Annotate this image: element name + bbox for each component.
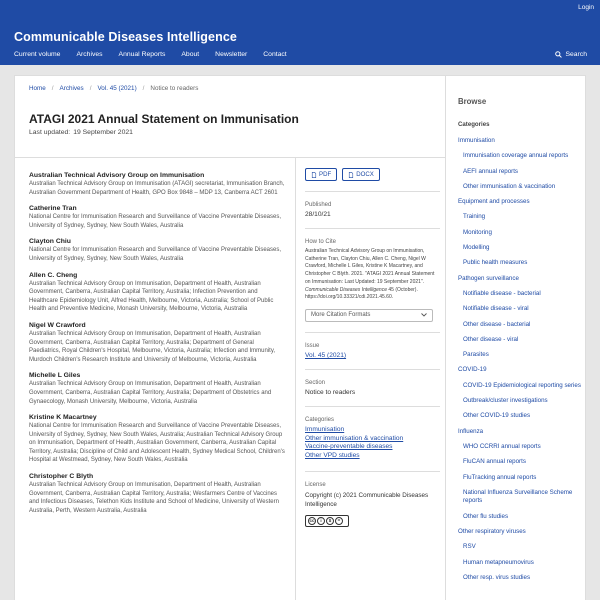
sidebar-subcategory-link[interactable]: Notifiable disease - viral xyxy=(463,305,529,313)
sidebar-subcategory-link[interactable]: AEFI annual reports xyxy=(463,167,519,175)
sidebar-subcategory-link[interactable]: COVID-19 Epidemiological reporting series xyxy=(463,381,581,389)
article-panel xyxy=(14,75,446,600)
site-title[interactable]: Communicable Diseases Intelligence xyxy=(14,30,237,44)
sidebar-subcategory-link[interactable]: Training xyxy=(463,213,486,221)
pdf-label: PDF xyxy=(319,171,332,178)
column-divider xyxy=(295,157,296,600)
search-link[interactable] xyxy=(555,51,587,58)
cc-icon: cc xyxy=(309,518,315,524)
author-item xyxy=(29,171,285,197)
published-block xyxy=(305,191,440,218)
author-affiliation: Australian Technical Advisory Group on Immunisation (ATAGI) secretariat, Immunisation Branch, Australian Government Department of Health, GPO Box 9848 – MDP 13, Canberra ACT 2601 xyxy=(29,181,285,196)
article-details xyxy=(305,168,440,527)
nd-icon: = xyxy=(335,517,343,525)
last-updated xyxy=(29,129,133,136)
author-item xyxy=(29,371,285,406)
category-link[interactable]: Immunisation xyxy=(305,425,345,433)
sidebar-subcategory-link[interactable]: Human metapneumovirus xyxy=(463,558,534,566)
sidebar-categories-label: Categories xyxy=(458,121,490,128)
sidebar-subcategory-link[interactable]: Other disease - bacterial xyxy=(463,320,531,328)
sidebar-subcategory-link[interactable]: Modelling xyxy=(463,244,490,252)
sidebar-subcategory-link[interactable]: Monitoring xyxy=(463,228,492,236)
sidebar-subcategory-link[interactable]: FluCAN annual reports xyxy=(463,458,526,466)
sidebar-subcategory-link[interactable]: Other flu studies xyxy=(463,512,509,520)
file-icon xyxy=(348,172,354,178)
chevron-down-icon xyxy=(421,313,427,317)
divider xyxy=(15,157,445,158)
author-name: Michelle L Giles xyxy=(29,372,81,380)
category-link[interactable]: Other VPD studies xyxy=(305,452,360,460)
issue-link[interactable]: Vol. 45 (2021) xyxy=(305,351,347,359)
sidebar-subcategory-link[interactable]: WHO CCRRI annual reports xyxy=(463,442,541,450)
main-nav xyxy=(14,51,303,58)
breadcrumb: Home / Archives / Vol. 45 (2021) / Notice to readers xyxy=(29,85,199,92)
docx-label: DOCX xyxy=(356,171,374,178)
site-header xyxy=(0,0,600,65)
citation-block xyxy=(305,228,440,322)
section-value: Notice to readers xyxy=(305,388,356,396)
nav-about[interactable]: About xyxy=(181,51,200,58)
sidebar-subcategory-link[interactable]: FluTracking annual reports xyxy=(463,473,537,481)
license-text: Copyright (c) 2021 Communicable Diseases Intelligence xyxy=(305,491,429,508)
license-label: License xyxy=(305,481,326,488)
nc-icon: $ xyxy=(326,517,334,525)
sidebar-title: Browse xyxy=(458,97,487,106)
author-item xyxy=(29,321,285,364)
pdf-button[interactable] xyxy=(305,168,337,181)
author-affiliation: Australian Technical Advisory Group on Immunisation, Department of Health, Australian Government, Canberra, Australian Capital Territory, Australia; Wesfarmers Centre of Vaccines and Infectious Diseases, Telethon Kids Institute and School of Medicine, University of Western Australia, Perth, Western Australia, Australia xyxy=(29,482,279,514)
citation-formats-dropdown[interactable] xyxy=(305,309,433,322)
search-label: Search xyxy=(565,51,587,58)
sidebar-category-link[interactable]: Other respiratory viruses xyxy=(458,527,526,535)
sidebar-subcategory-link[interactable]: Other disease - viral xyxy=(463,335,519,343)
citation-tail: 45 (October). https://doi.org/10.33321/cdi.2021.45.60. xyxy=(305,286,418,301)
last-updated-label: Last updated: xyxy=(29,129,71,136)
author-affiliation: National Centre for Immunisation Research and Surveillance of Vaccine Preventable Diseases, University of Sydney, Sydney, New South Wales, Australia xyxy=(29,247,282,262)
by-icon: i xyxy=(317,517,325,525)
sidebar-category-link[interactable]: Pathogen surveillance xyxy=(458,274,519,282)
author-affiliation: Australian Technical Advisory Group on Immunisation, Department of Health, Australian Government, Canberra, Australian Capital Territory, Australia; Department of General Paediatrics, Royal Children's Hospital, Melbourne, Victoria, Australia; Infection and Immunity, Murdoch Children's Research Institute and University of Melbourne, Victoria, Australia xyxy=(29,330,276,363)
author-affiliation: National Centre for Immunisation Research and Surveillance of Vaccine Preventable Diseases, University of Sydney, Sydney, New South Wales, Australia xyxy=(29,214,282,229)
sidebar-category-link[interactable]: Influenza xyxy=(458,427,484,435)
sidebar-subcategory-link[interactable]: Notifiable disease - bacterial xyxy=(463,289,541,297)
sidebar-category-list xyxy=(458,137,583,589)
section-label: Section xyxy=(305,379,326,386)
citation-journal: Communicable Diseases Intelligence xyxy=(305,286,387,293)
section-block xyxy=(305,369,440,396)
sidebar-subcategory-link[interactable]: Immunisation coverage annual reports xyxy=(463,152,569,160)
last-updated-date: 19 September 2021 xyxy=(73,129,133,136)
nav-annual-reports[interactable]: Annual Reports xyxy=(118,51,166,58)
author-item xyxy=(29,271,285,314)
author-affiliation: Australian Technical Advisory Group on Immunisation, Department of Health, Australian Government, Canberra, Australian Capital Territory, Australia; Infection Prevention and Healthcare Epidemiology Unit, Alfred Health, Melbourne, Victoria, Australia; School of Public Health and Preventive Medicine, Monash University, Melbourne, Victoria, Australia xyxy=(29,280,274,313)
search-icon xyxy=(555,51,562,58)
breadcrumb-current: Notice to readers xyxy=(150,85,199,92)
page-title: ATAGI 2021 Annual Statement on Immunisation xyxy=(29,112,299,126)
cite-label: How to Cite xyxy=(305,239,337,245)
author-item xyxy=(29,472,285,515)
nav-contact[interactable]: Contact xyxy=(263,51,287,58)
nav-newsletter[interactable]: Newsletter xyxy=(215,51,248,58)
breadcrumb-home[interactable]: Home xyxy=(29,85,46,92)
published-label: Published xyxy=(305,202,332,208)
sidebar-subcategory-link[interactable]: Outbreak/cluster investigations xyxy=(463,397,548,405)
cc-license-badge[interactable] xyxy=(305,515,349,527)
author-name: Catherine Tran xyxy=(29,205,77,213)
sidebar-category-link[interactable]: COVID-19 xyxy=(458,366,487,374)
category-link[interactable]: Vaccine-preventable diseases xyxy=(305,443,393,451)
category-link[interactable]: Other immunisation & vaccination xyxy=(305,434,404,442)
file-icon xyxy=(311,172,317,178)
breadcrumb-issue[interactable]: Vol. 45 (2021) xyxy=(97,85,137,92)
author-list xyxy=(29,171,285,522)
categories-block xyxy=(305,406,440,461)
author-item xyxy=(29,413,285,465)
galley-links xyxy=(305,168,440,181)
sidebar-subcategory-link[interactable]: Other COVID-19 studies xyxy=(463,412,531,420)
breadcrumb-archives[interactable]: Archives xyxy=(59,85,84,92)
nav-current-volume[interactable]: Current volume xyxy=(14,51,61,58)
citation-text xyxy=(305,248,440,302)
author-name: Clayton Chiu xyxy=(29,238,71,246)
author-item xyxy=(29,204,285,230)
sidebar-category-link[interactable]: Equipment and processes xyxy=(458,198,530,206)
author-name: Kristine K Macartney xyxy=(29,414,97,422)
author-name: Christopher C Blyth xyxy=(29,473,94,481)
published-date: 28/10/21 xyxy=(305,211,331,218)
author-item xyxy=(29,237,285,263)
sidebar-subcategory-link[interactable]: Other immunisation & vaccination xyxy=(463,182,556,190)
license-block xyxy=(305,471,440,527)
issue-block xyxy=(305,332,440,359)
sidebar-subcategory-link[interactable]: Public health measures xyxy=(463,259,528,267)
author-name: Australian Technical Advisory Group on Immunisation xyxy=(29,172,205,179)
login-link[interactable]: Login xyxy=(578,4,594,11)
author-name: Nigel W Crawford xyxy=(29,321,86,329)
author-name: Allen C. Cheng xyxy=(29,271,78,279)
sidebar-subcategory-link[interactable]: Other resp. virus studies xyxy=(463,573,531,581)
citation-formats-label: More Citation Formats xyxy=(311,312,371,319)
author-affiliation: National Centre for Immunisation Research and Surveillance of Vaccine Preventable Diseases, University of Sydney, Sydney, New South Wales, Australia; Australian Technical Advisory Group on Immunisation, Department of Health, Australian Government, Canberra, Australian Capital Territory, Australia; Discipline of Child and Adolescent Health, Sydney Medical School, Children's Hospital at Westmead, Sydney, New South Wales, Australia xyxy=(29,423,285,464)
citation-main: Australian Technical Advisory Group on Immunisation, Catherine Tran, Clayton Chiu, Allen C. Cheng, Nigel W Crawford, Michelle L Giles, Kristine K Macartney, and Christopher C Blyth. 2021. "ATAGI 2021 Annual Statement on Immunisation: Last Updated: 19 September 2021". xyxy=(305,248,435,285)
nav-archives[interactable]: Archives xyxy=(76,51,103,58)
sidebar-subcategory-link[interactable]: National Influenza Surveillance Scheme reports xyxy=(463,488,573,505)
categories-label: Categories xyxy=(305,416,335,423)
sidebar-category-link[interactable]: Immunisation xyxy=(458,137,495,144)
docx-button[interactable] xyxy=(342,168,380,181)
issue-label: Issue xyxy=(305,342,320,349)
author-affiliation: Australian Technical Advisory Group on Immunisation, Department of Health, Australian Government, Canberra, Australian Capital Territory, Australia; Department of Obstetrics and Gynaecology, Monash University, Melbourne, Victoria, Australia xyxy=(29,381,272,405)
sidebar-subcategory-link[interactable]: Parasites xyxy=(463,351,489,359)
browse-sidebar xyxy=(446,75,586,600)
sidebar-subcategory-link[interactable]: RSV xyxy=(463,543,476,551)
